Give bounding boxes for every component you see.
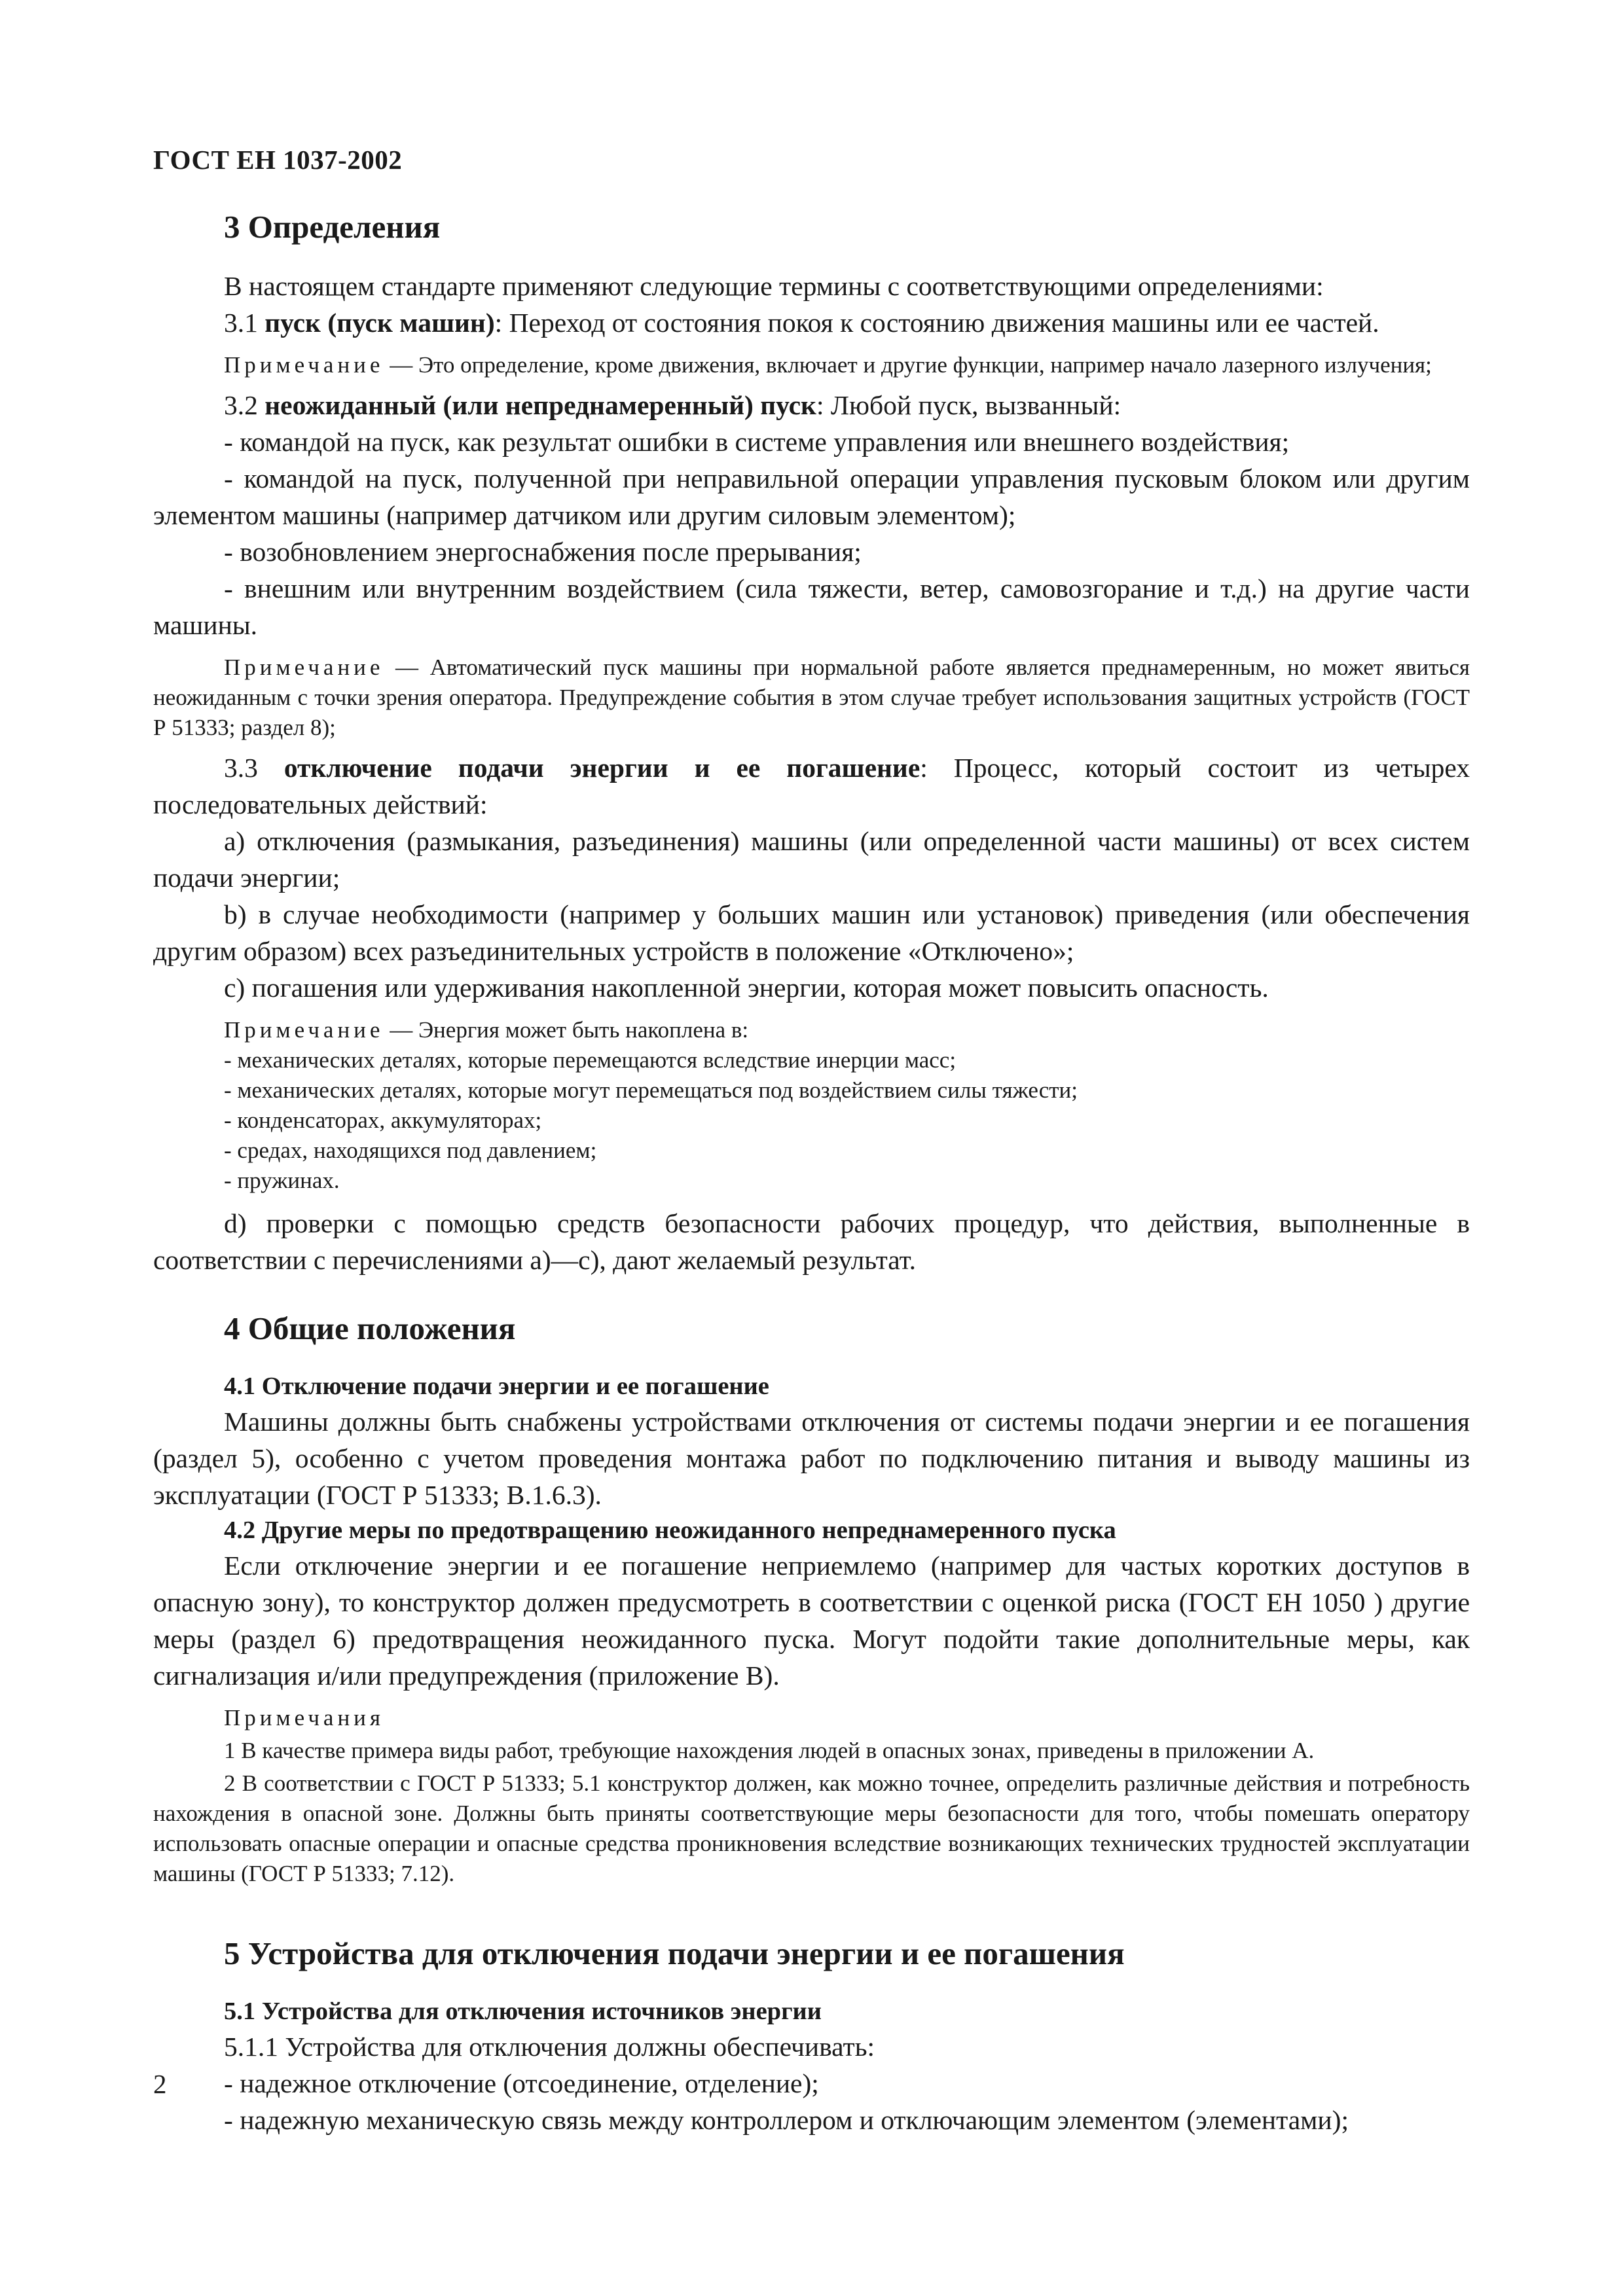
page-content bbox=[153, 196, 1470, 2138]
note-3-3 bbox=[153, 1015, 1470, 1045]
note-3-2 bbox=[153, 653, 1470, 743]
definition-3-2 bbox=[153, 387, 1470, 423]
enum-item-b: b) в случае необходимости (например у больших машин или установок) приведения (или обеспечения другим образом) всех разъединительных устройств в положение «Отключено»; bbox=[153, 899, 1470, 966]
definition-text: : Любой пуск, вызванный: bbox=[816, 390, 1122, 420]
list-item: - надежную механическую связь между контроллером и отключающим элементом (элементами); bbox=[224, 2105, 1349, 2135]
section-5-title: 5 Устройства для отключения подачи энергии и ее погашения bbox=[224, 1935, 1125, 1971]
subsection-4-2-title: 4.2 Другие меры по предотвращению неожиданного непреднамеренного пуска bbox=[224, 1516, 1116, 1544]
definition-number: 3.3 bbox=[224, 753, 284, 783]
note-list-item: - средах, находящихся под давлением; bbox=[224, 1138, 597, 1163]
note-3-1 bbox=[153, 350, 1470, 380]
enum-item-d: d) проверки с помощью средств безопасности рабочих процедур, что действия, выполненные в соответствии с перечислениями a)—c), дают желаемый результат. bbox=[153, 1208, 1470, 1275]
section-3-intro: В настоящем стандарте применяют следующие термины с соответствующими определениями: bbox=[224, 271, 1324, 301]
note-label: Примечания bbox=[224, 1705, 385, 1731]
list-item: - возобновлением энергоснабжения после прерывания; bbox=[224, 537, 862, 567]
note-4-1: 1 В качестве примера виды работ, требующие нахождения людей в опасных зонах, приведены в приложении А. bbox=[224, 1738, 1315, 1763]
note-label: Примечание bbox=[224, 1017, 384, 1043]
note-list-item: - механических деталях, которые перемещаются вследствие инерции масс; bbox=[224, 1047, 957, 1073]
list-item: - внешним или внутренним воздействием (сила тяжести, ветер, самовозгорание и т.д.) на другие части машины. bbox=[153, 573, 1470, 640]
definition-term: отключение подачи энергии и ее погашение bbox=[283, 753, 921, 783]
subsection-4-1-title: 4.1 Отключение подачи энергии и ее погашение bbox=[224, 1372, 769, 1400]
definition-3-1 bbox=[153, 304, 1470, 341]
notes-label bbox=[153, 1703, 1470, 1733]
definition-text: : Процесс, который состоит из четырех последовательных действий: bbox=[153, 753, 1470, 819]
page-number: 2 bbox=[153, 2069, 167, 2099]
note-text: — Энергия может быть накоплена в: bbox=[384, 1017, 749, 1043]
note-text: — Автоматический пуск машины при нормальной работе является преднамеренным, но может явиться неожиданным с точки зрения оператора. Предупреждение события в этом случае требует использования защитных устройств (ГОСТ Р 51333; раздел 8); bbox=[153, 655, 1470, 740]
note-list-item: - механических деталях, которые могут перемещаться под воздействием силы тяжести; bbox=[224, 1077, 1078, 1103]
definition-number: 3.2 bbox=[224, 390, 265, 420]
paragraph-4-2: Если отключение энергии и ее погашение неприемлемо (например для частых коротких доступов в опасную зону), то конструктор должен предусмотреть в соответствии с оценкой риска (ГОСТ ЕН 1050 ) другие меры (раздел 6) предотвращения неожиданного пуска. Могут подойти такие дополнительные меры, как сигнализация и/или предупреждения (приложение B). bbox=[153, 1551, 1470, 1691]
paragraph-4-1: Машины должны быть снабжены устройствами отключения от системы подачи энергии и ее погашения (раздел 5), особенно с учетом проведения монтажа работ по подключению питания и выводу машины из эксплуатации (ГОСТ Р 51333; B.1.6.3). bbox=[153, 1407, 1470, 1510]
definition-term: неожиданный (или непреднамеренный) пуск bbox=[264, 390, 816, 420]
paragraph-5-1-1: 5.1.1 Устройства для отключения должны обеспечивать: bbox=[224, 2032, 875, 2062]
section-4-title: 4 Общие положения bbox=[224, 1310, 516, 1346]
list-item: - командой на пуск, полученной при неправильной операции управления пусковым блоком или другим элементом машины (например датчиком или другим силовым элементом); bbox=[153, 463, 1470, 530]
definition-text: : Переход от состояния покоя к состоянию движения машины или ее частей. bbox=[494, 308, 1379, 338]
definition-number: 3.1 bbox=[224, 308, 265, 338]
enum-item-c: c) погашения или удерживания накопленной энергии, которая может повысить опасность. bbox=[224, 973, 1269, 1003]
definition-term: пуск (пуск машин) bbox=[264, 308, 495, 338]
subsection-5-1-title: 5.1 Устройства для отключения источников энергии bbox=[224, 1998, 822, 2025]
section-3-title: 3 Определения bbox=[224, 209, 441, 245]
note-list-item: - конденсаторах, аккумуляторах; bbox=[224, 1107, 542, 1133]
note-text: — Это определение, кроме движения, включает и другие функции, например начало лазерного излучения; bbox=[384, 352, 1432, 378]
note-list-item: - пружинах. bbox=[224, 1168, 340, 1193]
list-item: - командой на пуск, как результат ошибки в системе управления или внешнего воздействия; bbox=[224, 427, 1290, 457]
document-header: ГОСТ ЕН 1037-2002 bbox=[153, 145, 403, 175]
enum-item-a: a) отключения (размыкания, разъединения) машины (или определенной части машины) от всех систем подачи энергии; bbox=[153, 826, 1470, 893]
note-label: Примечание bbox=[224, 655, 384, 680]
note-4-2: 2 В соответствии с ГОСТ Р 51333; 5.1 конструктор должен, как можно точнее, определить различные действия и потребность нахождения в опасной зоне. Должны быть приняты соответствующие меры безопасности для того, чтобы помешать оператору использовать опасные операции и опасные средства проникновения вследствие возникающих технических трудностей эксплуатации машины (ГОСТ Р 51333; 7.12). bbox=[153, 1770, 1470, 1886]
list-item: - надежное отключение (отсоединение, отделение); bbox=[224, 2068, 819, 2098]
note-label: Примечание bbox=[224, 352, 384, 378]
definition-3-3 bbox=[153, 749, 1470, 823]
